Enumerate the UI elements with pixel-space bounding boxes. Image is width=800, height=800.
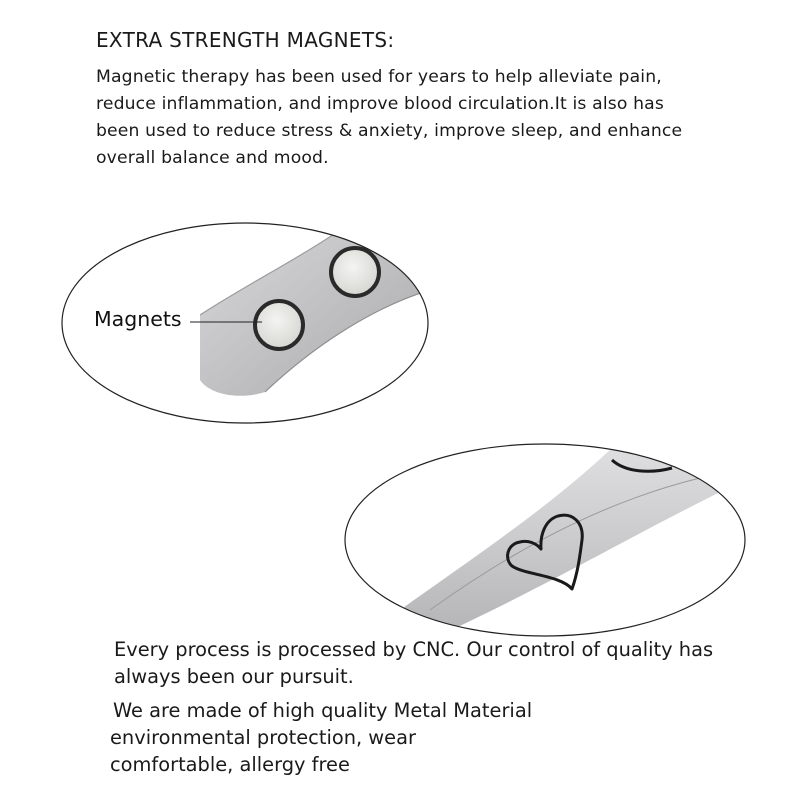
magnet-dot (331, 248, 379, 296)
section-title: EXTRA STRENGTH MAGNETS: (96, 28, 395, 52)
material-line: comfortable, allergy free (110, 753, 350, 776)
description-line: been used to reduce stress & anxiety, improve sleep, and enhance (96, 121, 683, 141)
description-line: reduce inflammation, and improve blood circulation.It is also has (96, 94, 664, 114)
magnets-label: Magnets (94, 307, 182, 331)
magnet-dot (255, 301, 303, 349)
material-line: We are made of high quality Metal Material (113, 699, 533, 722)
cnc-line: always been our pursuit. (114, 665, 354, 688)
material-line: environmental protection, wear (110, 726, 416, 749)
material-paragraph (110, 697, 750, 778)
heart-engraving-closeup (345, 440, 745, 640)
description-line: Magnetic therapy has been used for years to help alleviate pain, (96, 67, 662, 87)
cnc-paragraph (114, 636, 754, 690)
description-line: overall balance and mood. (96, 148, 329, 168)
cnc-line: Every process is processed by CNC. Our control of quality has (114, 638, 714, 661)
